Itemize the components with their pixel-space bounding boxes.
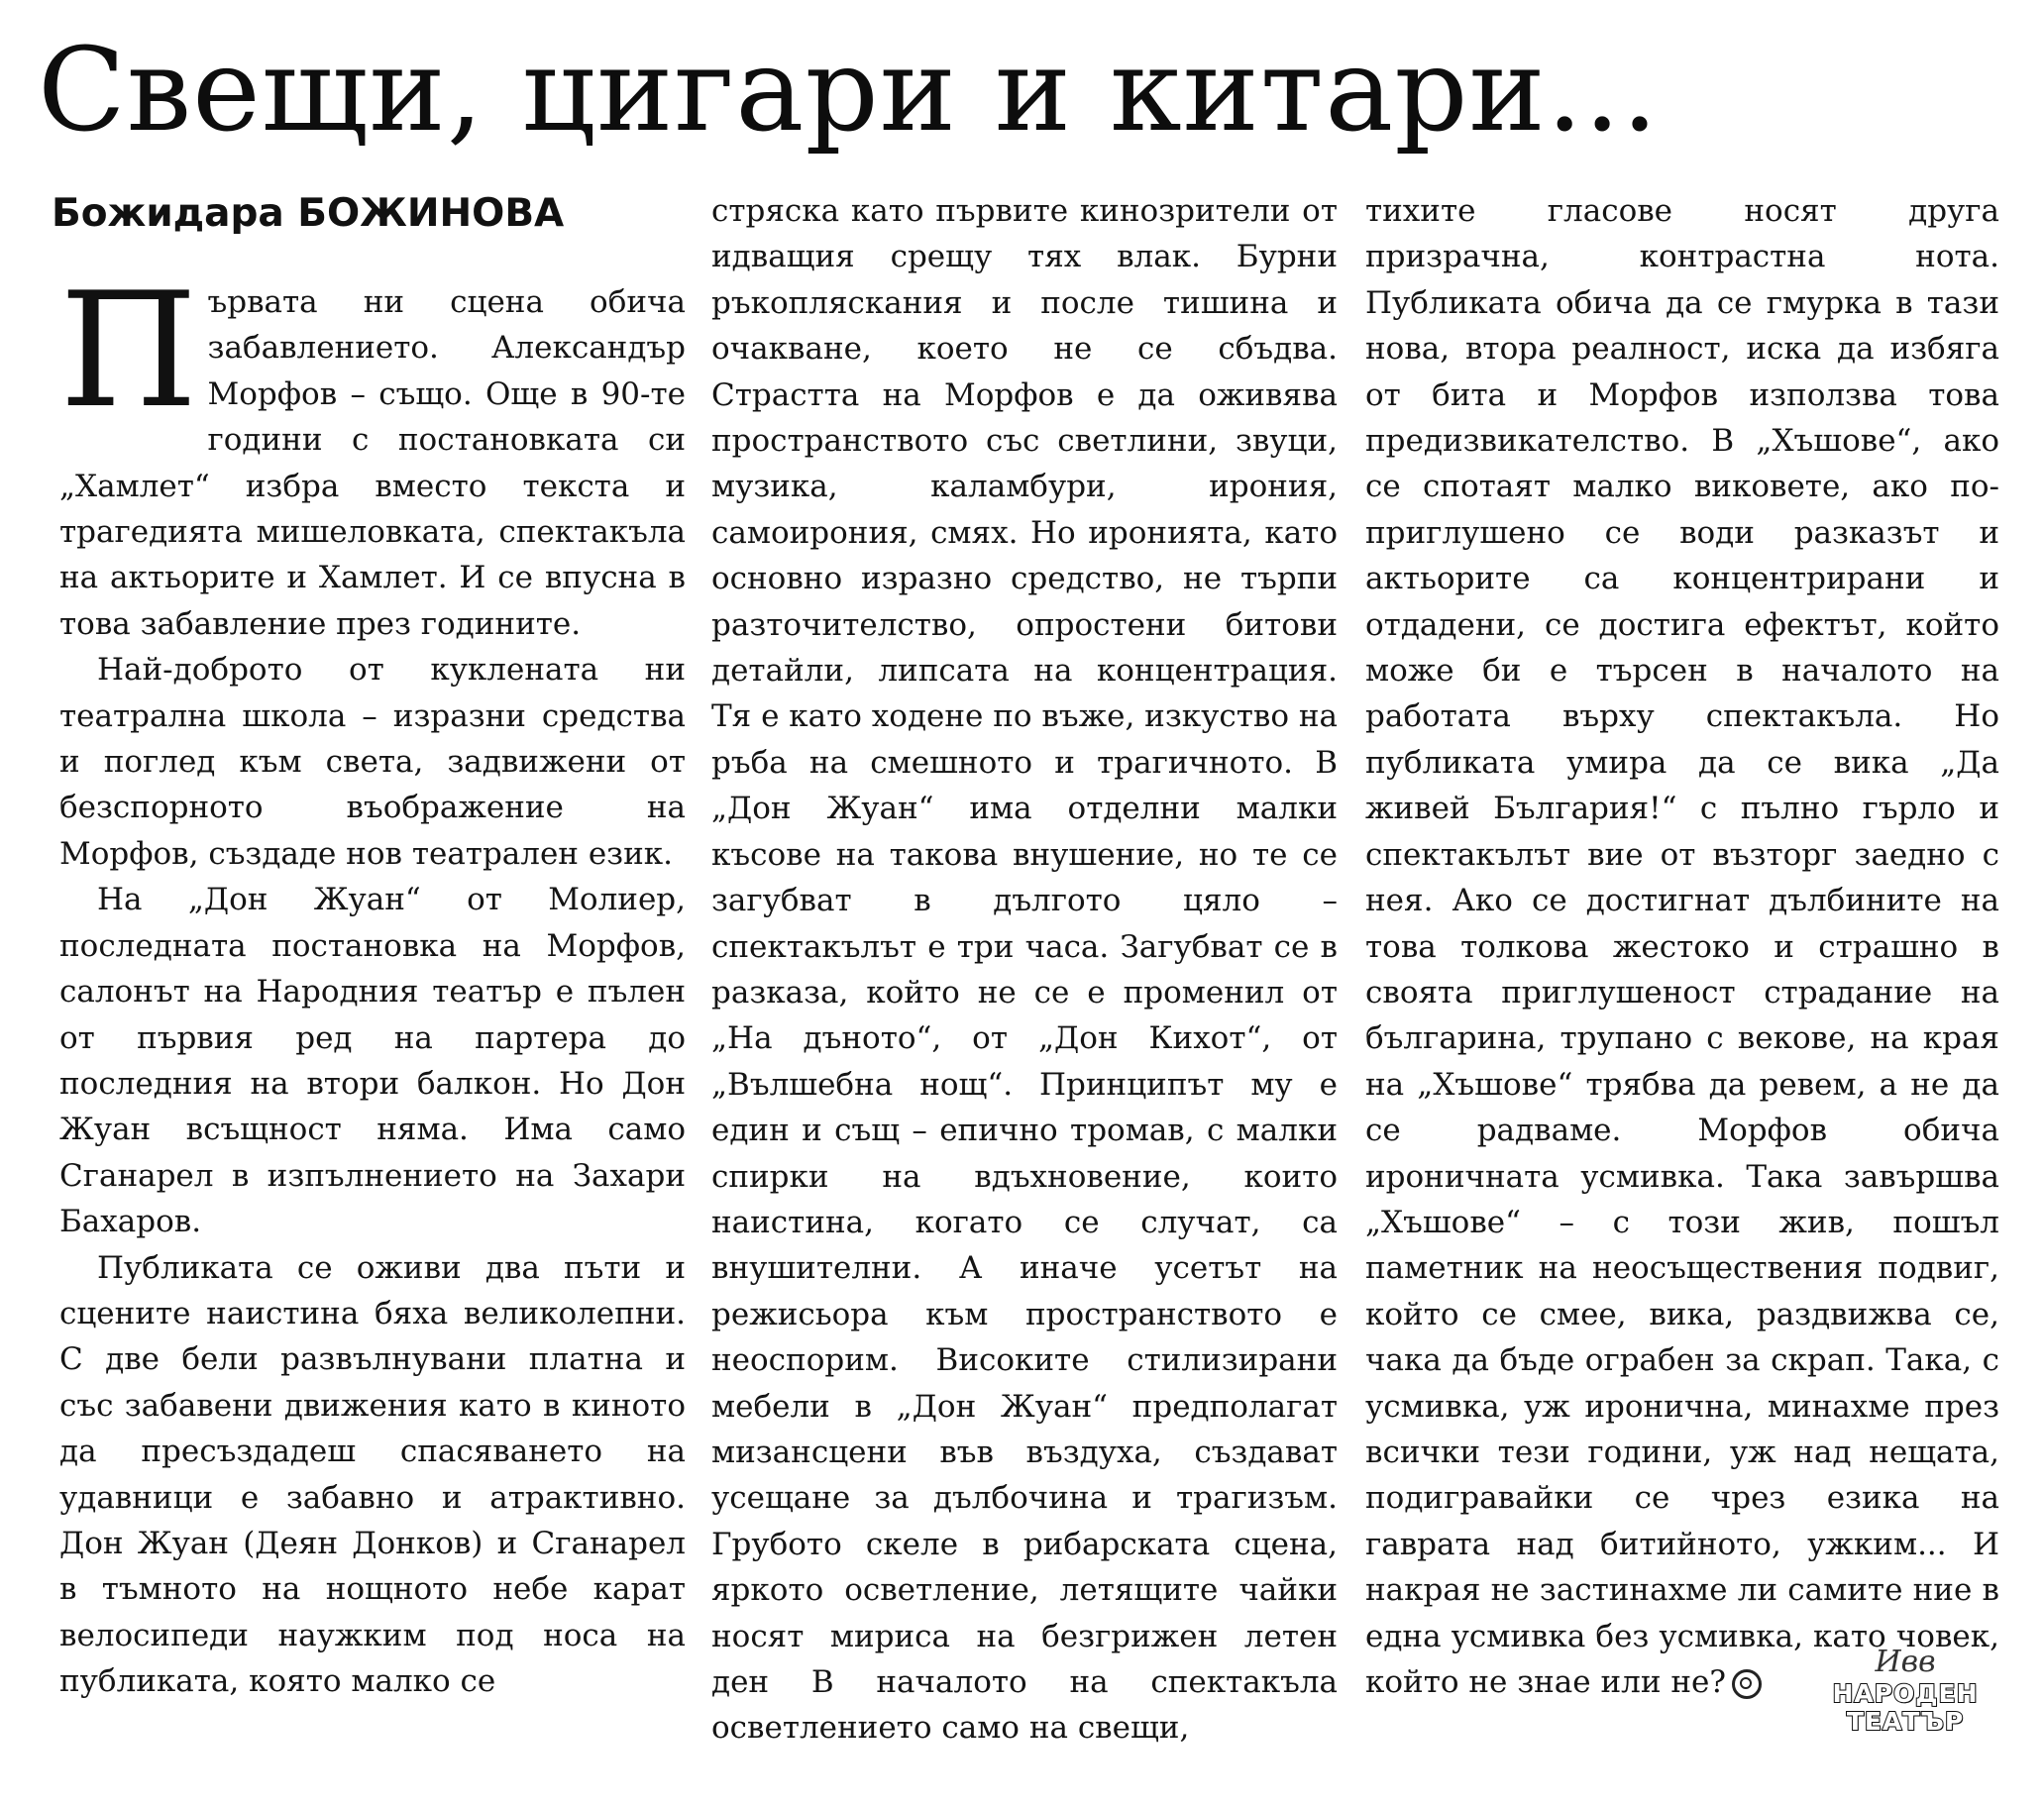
article-paragraph [1365, 188, 1999, 1705]
stamp-line-2: ТЕАТЪР [1846, 1707, 1965, 1736]
article-column-1 [59, 258, 686, 1705]
stamp-line-1: НАРОДЕН [1832, 1679, 1979, 1708]
article-paragraph: Публиката се оживи два пъти и сцените наистина бяха великолепни. С две бели развълнувани платна и със забавени движения като в киното да пресъздадеш спасяването на удавници е забавно и атрактивно. Дон Жуан (Деян Донков) и Сганарел в тъмното на нощното небе карат велосипеди наужким под носа на публиката, която малко се [59, 1249, 686, 1700]
end-of-article-mark-icon [1732, 1669, 1762, 1699]
paragraph-text: тихите гласове носят друга призрачна, контрастна нота. Публиката обича да се гмурка в тази нова, втора реалност, иска да избяга от бита и Морфов използва това предизвикателство. В „Хъшове“, ако се спотаят малко виковете, ако по-приглушено се води разказът и актьорите са концентрирани и отдадени, се достига ефектът, който може би е търсен в началото на работата върху спектакъла. Но публиката умира да се вика „Да живей България!“ с пълно гърло и спектакълът вие от възторг заедно с нея. Ако се достигнат дълбините на това толкова жестоко и страшно в своята приглушеност страдание на българина, трупано с векове, на края на „Хъшове“ трябва да ревем, а не да се радваме. Морфов обича ироничната усмивка. Така завършва „Хъшове“ – с този жив, пошъл паметник на неосъществения подвиг, който се смее, вика, раздвижва се, чака да бъде ограбен за скрап. Така, с усмивка, уж иронична, минахме през всички тези години, уж над нещата, подигравайки се чрез езика на гаврата над битийното, ужким... И накрая не застинахме ли самите ние в една усмивка без усмивка, като човек, който не знае или не? [1365, 193, 1999, 1700]
article-paragraph: Най-доброто от куклената ни театрална школа – изразни средства и поглед към света, задвижени от безспорното въображение на Морфов, създаде нов театрален език. [59, 652, 686, 872]
paragraph-text: ървата ни сцена обича забавлението. Александър Морфов – също. Още в 90-те години с постановката си „Хамлет“ избра вместо текста и трагедията мишеловката, спектакъла на актьорите и Хамлет. И се впусна в това забавление през годините. [59, 284, 686, 642]
article-column-3 [1365, 188, 1999, 1705]
article-author: Божидара БОЖИНОВА [52, 191, 565, 236]
article-paragraph [59, 258, 686, 647]
stamp-signature: Ивв [1875, 1645, 1936, 1679]
drop-cap: П [59, 258, 198, 443]
article-column-2 [711, 188, 1338, 1752]
article-paragraph: стряска като първите кинозрители от идващия срещу тях влак. Бурни ръкопляскания и после тишина и очакване, което не се сбъдва. Страстта на Морфов е да оживява пространството със светлини, звуци, музика, каламбури, ирония, самоирония, смях. Но иронията, като основно изразно средство, не търпи разточителство, опростени битови детайли, липсата на концентрация. Тя е като ходене по въже, изкуство на ръба на смешното и трагичното. В „Дон Жуан“ има отделни малки късове на такова внушение, но те се загубват в дългото цяло – спектакълът е три часа. Загубват се в разказа, който не се е променил от „На дъното“, от „Дон Кихот“, от „Вълшебна нощ“. Принципът му е един и същ – епично тромав, с малки спирки на вдъхновение, които наистина, когато се случат, са внушителни. А иначе усетът на режисьора към пространството е неоспорим. Високите стилизирани мебели в „Дон Жуан“ предполагат мизансцени във въздуха, създават усещане за дълбочина и трагизъм. Грубото скеле в рибарската сцена, яркото осветление, летящите чайки носят мириса на безгрижен летен ден В началото на спектакъла осветлението само на свещи, [711, 193, 1338, 1747]
article-title: Свещи, цигари и китари... [38, 24, 1660, 158]
article-paragraph: На „Дон Жуан“ от Молиер, последната постановка на Морфов, салонът на Народния театър е пълен от първия ред на партера до последния на втори балкон. Но Дон Жуан всъщност няма. Има само Сганарел в изпълнението на Захари Бахаров. [59, 882, 686, 1240]
national-theatre-stamp [1818, 1645, 1992, 1754]
